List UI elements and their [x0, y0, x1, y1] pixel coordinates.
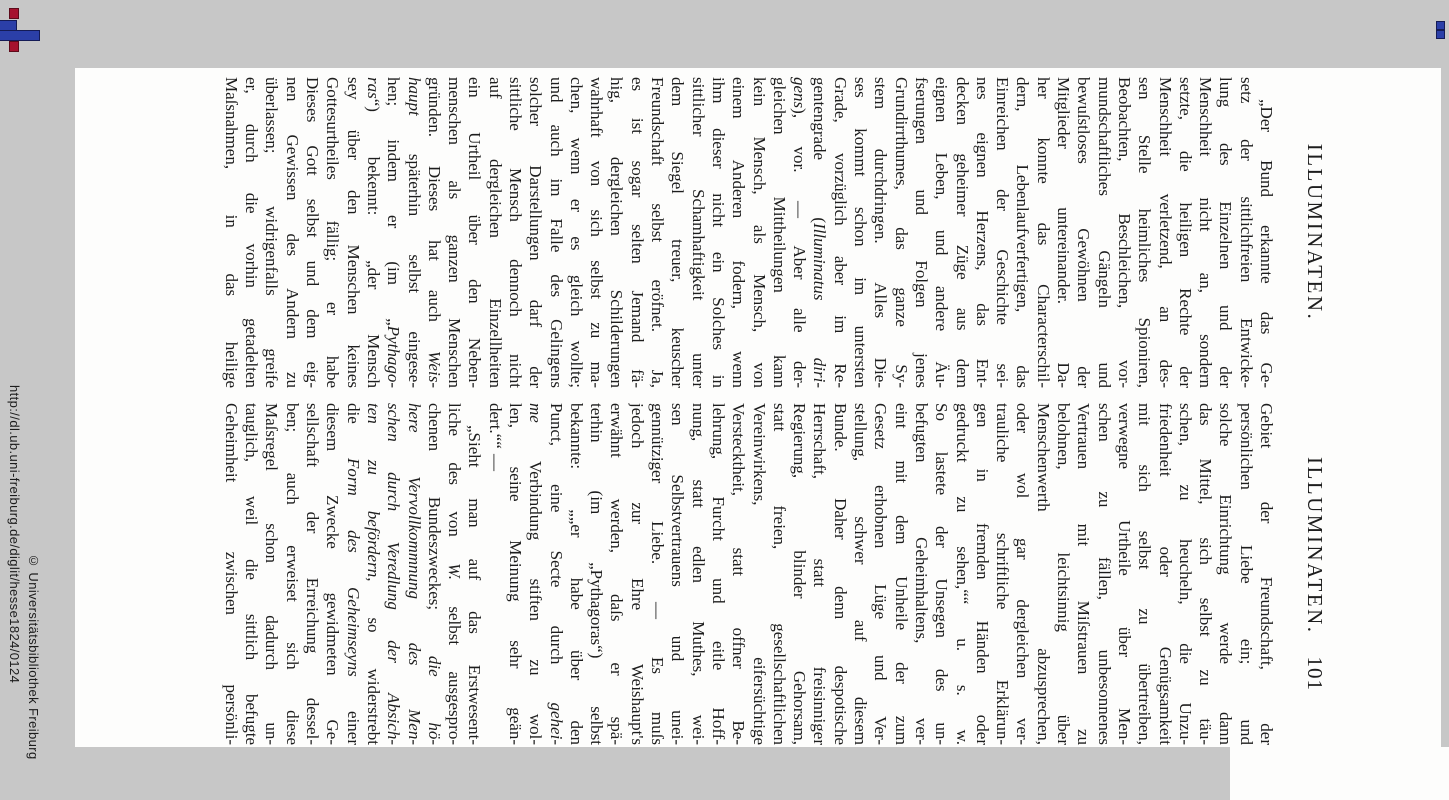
- text-line: bekannte: „„er habe über den: [566, 403, 586, 745]
- running-head-right-title: ILLUMINATEN.: [1303, 456, 1327, 635]
- text-line: Herrschaft, statt freisinniger: [810, 403, 830, 745]
- text-line: Vertrauen mit Miſstrauen zu: [1074, 403, 1094, 745]
- text-line: terhin (im „Pythagoras“) selbst: [587, 403, 607, 745]
- text-line: chen, wenn er es gleich wollte;: [566, 77, 586, 388]
- text-line: ein Urtheil über den Neben-: [465, 77, 485, 388]
- text-line: Gottesurtheiles fällig; er habe: [323, 77, 343, 388]
- text-line: jedoch zur Ehre Weishaupt's: [627, 403, 647, 745]
- text-line: nung, statt edlen Muthes, wei-: [688, 403, 708, 745]
- text-line: sen Selbstvertrauens und unei-: [668, 403, 688, 745]
- text-line: Maſsregel schon dadurch un-: [262, 403, 282, 745]
- watermark-url: http://dl.ub.uni-freiburg.de/diglit/hesse1824/0124: [7, 385, 22, 684]
- text-line: Regierung, blinder Gehorsam,: [790, 403, 810, 745]
- text-column-left: [221, 77, 1276, 388]
- running-head-left: ILLUMINATEN.: [1303, 143, 1327, 322]
- text-line: „Der Bund erkannte das Ge-: [1257, 99, 1276, 388]
- text-line: Maſsnahmen, in das heilige: [221, 77, 241, 388]
- text-line: Beobachten, Beschleichen, vor-: [1114, 77, 1134, 388]
- text-line: wahrhaft von sich selbst zu ma-: [587, 77, 607, 388]
- text-line: hig, dergleichen Schilderungen: [607, 77, 627, 388]
- logo-red-square-top: [9, 8, 19, 19]
- text-line: sellschaft der Erreichung dessel-: [303, 403, 323, 745]
- text-line: schen durch Veredlung der Absich-: [384, 403, 404, 745]
- text-line: So lastete der Unsegen des un-: [932, 403, 952, 745]
- text-line: trauliche schriftliche Erklärun-: [993, 403, 1013, 745]
- text-line: solcher Darstellungen darf der: [526, 77, 546, 388]
- logo-blue-bar-long: [0, 30, 40, 41]
- text-line: die Form des Geheimseyns einer: [343, 403, 363, 745]
- text-line: Einreichen der Geschichte sei-: [993, 77, 1013, 388]
- logo-corner-mark-2: [1436, 30, 1445, 39]
- text-line: gedruckt zu sehen,““ u. s. w.: [952, 403, 972, 745]
- text-line: nen Gewissen des Andern zu: [282, 77, 302, 388]
- text-line: belohnen, leichtsinnig über: [1054, 403, 1074, 745]
- text-line: stellung, schwer auf diesem: [851, 403, 871, 745]
- text-line: gründen. Dieses hat auch Weis-: [424, 77, 444, 388]
- text-line: ten zu befördern, so widerstrebt: [363, 403, 383, 745]
- text-line: gen in fremden Händen oder: [972, 403, 992, 745]
- text-line: hen; indem er (im „Pythago-: [384, 77, 404, 388]
- text-line: eint mit dem Unheile der zum: [891, 403, 911, 745]
- text-line: nes eignen Herzens, das Ent-: [972, 77, 992, 388]
- text-line: fserungen und Folgen jenes: [911, 77, 931, 388]
- text-line: Grundirrthumes, das ganze Sy-: [891, 77, 911, 388]
- text-line: oder wol gar dergleichen ver-: [1013, 403, 1033, 745]
- text-line: lehrung, Furcht und eitle Hoff-: [708, 403, 728, 745]
- text-line: Menschenwerth abzusprechen,: [1033, 403, 1053, 745]
- copyright-notice: © Universitätsbibliothek Freiburg: [26, 553, 41, 760]
- text-line: here Vervollkommnung des Men-: [404, 403, 424, 745]
- text-line: sittliche Mensch dennoch nicht: [506, 77, 526, 388]
- text-line: Freundschaft selbst eröfnet. Ja,: [648, 77, 668, 388]
- text-line: befugten Geheimhaltens, ver-: [911, 403, 931, 745]
- text-line: Menschheit verletzend, an des-: [1155, 77, 1175, 388]
- text-line: Gebiet der Freundschaft, der: [1257, 403, 1276, 745]
- text-line: Mitglieder untereinander. Da-: [1054, 77, 1074, 388]
- text-line: und auch im Falle des Gelingens: [546, 77, 566, 388]
- text-line: setzte, die heiligen Rechte der: [1175, 77, 1195, 388]
- scanned-page-region: [75, 68, 1441, 747]
- text-line: mit sich selbst zu übertreiben,: [1135, 403, 1155, 745]
- text-line: ihm dieser nicht ein Solches in: [708, 77, 728, 388]
- text-line: Punct, eine Secte durch gehei-: [546, 403, 566, 745]
- text-line: einem Anderen fodern, wenn: [729, 77, 749, 388]
- text-line: gentengrade (Illuminatus diri-: [810, 77, 830, 388]
- text-line: schen zu fällen, unbesonnenes: [1094, 403, 1114, 745]
- text-line: Verstecktheit, statt offner Be-: [729, 403, 749, 745]
- text-line: her konnte das Characterschil-: [1033, 77, 1053, 388]
- text-line: Vereinwirkens, eifersüchtige: [749, 403, 769, 745]
- text-line: Geheimheit zwischen persönli-: [221, 403, 241, 745]
- library-logo-icon: [0, 0, 70, 60]
- text-line: dern, Lebenlaufverfertigen, das: [1013, 77, 1033, 388]
- page-bottom-corner: [1230, 747, 1449, 800]
- text-line: überlassen; widrigenfalls greife: [262, 77, 282, 388]
- text-line: Dieses Gott selbst und dem eig-: [303, 77, 323, 388]
- text-line: erwähnt werden, daſs er spä-: [607, 403, 627, 745]
- logo-corner-marks-icon: [1436, 21, 1444, 39]
- text-line: bewuſstloses Gewöhnen der: [1074, 77, 1094, 388]
- text-line: solche Einrichtung werde dann: [1216, 403, 1236, 745]
- text-line: setz der sittlichfreien Entwicke-: [1236, 77, 1256, 388]
- text-line: mundschaftliches Gängeln und: [1094, 77, 1114, 388]
- text-line: kein Mensch, als Mensch, von: [749, 77, 769, 388]
- text-line: len, seine Meinung sehr geän-: [506, 403, 526, 745]
- text-line: eignen Leben, und andere Äu-: [932, 77, 952, 388]
- text-line: dem Siegel treuer, keuscher: [668, 77, 688, 388]
- text-line: es ist sogar selten Jemand fä-: [627, 77, 647, 388]
- text-line: liche des von W. selbst ausgespro-: [445, 403, 465, 745]
- text-line: menschen als ganzen Menschen: [445, 77, 465, 388]
- text-line: das Mittel, sich selbst zu täu-: [1196, 403, 1216, 745]
- text-line: gleichen Mittheilungen kann: [769, 77, 789, 388]
- scanned-page: [75, 68, 1441, 747]
- text-line: Menschheit nicht an, sondern: [1196, 77, 1216, 388]
- text-line: tauglich, weil die sittlich befugte: [242, 403, 262, 745]
- text-line: auf dergleichen Einzellheiten: [485, 77, 505, 388]
- text-line: Grade, vorzüglich aber im Re-: [830, 77, 850, 388]
- text-column-right: [221, 403, 1276, 745]
- text-line: statt freien, gesellschaftlichen: [769, 403, 789, 745]
- text-line: diesem Zwecke gewidmeten Ge-: [323, 403, 343, 745]
- column-gap: [221, 388, 1276, 403]
- text-line: er, durch die vorhin getadelten: [242, 77, 262, 388]
- text-line: Gesetz erhobnen Lüge und Ver-: [871, 403, 891, 745]
- text-line: ras“) bekennt: „der Mensch: [363, 77, 383, 388]
- text-line: verwegne Urtheile über Men-: [1114, 403, 1134, 745]
- text-line: ben; auch erweiset sich diese: [282, 403, 302, 745]
- text-line: friedenheit oder Genügsamkeit: [1155, 403, 1175, 745]
- text-line: sey über den Menschen keines: [343, 77, 363, 388]
- text-line: decken geheimer Züge aus dem: [952, 77, 972, 388]
- text-line: gennütziger Liebe. — Es muſs: [648, 403, 668, 745]
- text-line: sittlicher Schamhaftigkeit unter: [688, 77, 708, 388]
- text-line: Bunde. Daher denn despotische: [830, 403, 850, 745]
- running-head: [1300, 77, 1330, 745]
- text-line: ses kommt schon im untersten: [851, 77, 871, 388]
- text-line: sen Stelle heimliches Spioniren,: [1135, 77, 1155, 388]
- text-line: schen, zu heucheln, die Unzu-: [1175, 403, 1195, 745]
- text-line: „Sieht man auf das Erstwesent-: [465, 425, 485, 745]
- text-line: dert.““ —: [485, 403, 505, 472]
- logo-corner-mark-1: [1436, 21, 1445, 30]
- logo-red-square-bottom: [9, 41, 19, 52]
- text-line: persönlichen Liebe ein; und: [1236, 403, 1256, 745]
- text-line: gens), vor. — Aber alle der-: [790, 77, 810, 388]
- text-line: lung des Einzelnen und der: [1216, 77, 1236, 388]
- text-line: me Verbindung stiften zu wol-: [526, 403, 546, 745]
- running-head-right: [1300, 403, 1330, 745]
- page-number: 101: [1303, 656, 1327, 692]
- text-line: stem durchdringen. Alles Die-: [871, 77, 891, 388]
- text-line: chenen Bundeszweckes; die hö-: [424, 403, 444, 745]
- text-line: haupt späterhin selbst eingese-: [404, 77, 424, 388]
